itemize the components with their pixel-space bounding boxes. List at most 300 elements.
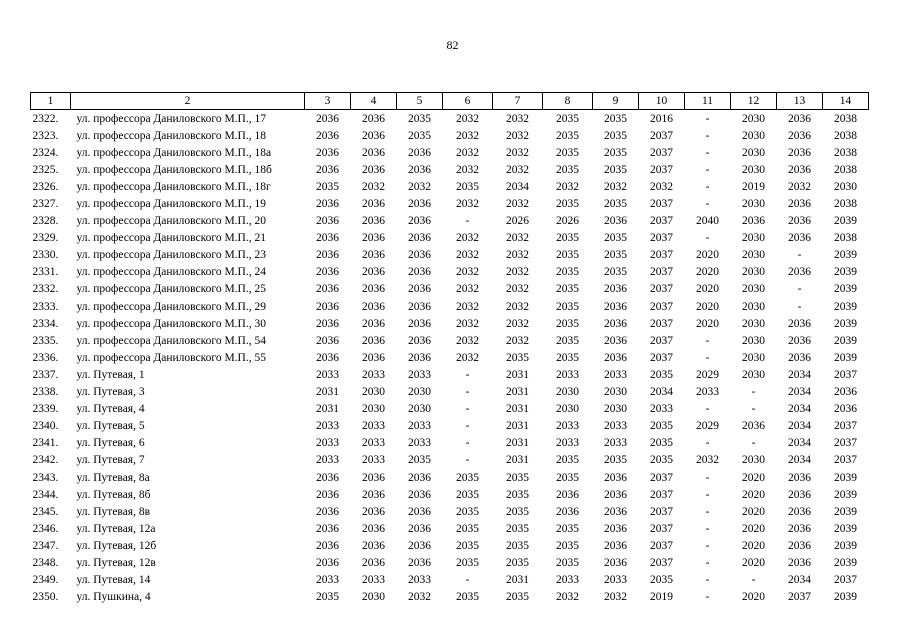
row-number: 2337. [32, 368, 59, 381]
year-cell: 2033 [556, 368, 579, 381]
year-cell: - [705, 574, 710, 587]
year-cell: 2035 [650, 437, 673, 450]
year-cell: 2036 [408, 317, 431, 330]
year-cell: 2026 [556, 215, 579, 228]
year-cell: 2036 [788, 112, 811, 125]
year-cell: 2039 [834, 556, 857, 569]
table-row [31, 520, 869, 537]
year-cell: 2035 [556, 471, 579, 484]
year-cell: 2036 [556, 505, 579, 518]
address-cell: ул. Путевая, 4 [76, 403, 145, 416]
year-cell: 2037 [650, 505, 673, 518]
year-cell: 2035 [408, 129, 431, 142]
year-cell: 2032 [456, 198, 479, 211]
year-cell: 2031 [506, 420, 529, 433]
row-number: 2347. [32, 539, 59, 552]
year-cell: 2033 [604, 437, 627, 450]
year-cell: 2036 [362, 539, 385, 552]
row-number: 2325. [32, 163, 59, 176]
year-cell: 2036 [362, 488, 385, 501]
table-row [31, 144, 869, 161]
year-cell: 2030 [742, 368, 765, 381]
row-number: 2336. [32, 351, 59, 364]
year-cell: - [705, 351, 710, 364]
year-cell: 2035 [556, 112, 579, 125]
year-cell: 2032 [408, 180, 431, 193]
year-cell: 2035 [556, 351, 579, 364]
year-cell: 2032 [788, 180, 811, 193]
year-cell: 2032 [456, 283, 479, 296]
year-cell: 2031 [506, 403, 529, 416]
year-cell: 2032 [556, 591, 579, 604]
year-cell: 2036 [834, 386, 857, 399]
year-cell: 2035 [556, 146, 579, 159]
year-cell: 2037 [650, 300, 673, 313]
year-cell: 2020 [742, 471, 765, 484]
year-cell: 2030 [742, 351, 765, 364]
year-cell: 2035 [556, 522, 579, 535]
year-cell: 2033 [696, 386, 719, 399]
year-cell: 2039 [834, 351, 857, 364]
year-cell: 2036 [604, 317, 627, 330]
table-row [31, 247, 869, 264]
year-cell: 2033 [362, 574, 385, 587]
table-row [31, 384, 869, 401]
year-cell: - [705, 437, 710, 450]
year-cell: 2036 [316, 556, 339, 569]
year-cell: 2033 [316, 454, 339, 467]
header-cell: 3 [305, 93, 351, 110]
year-cell: 2033 [408, 420, 431, 433]
row-number: 2338. [32, 386, 59, 399]
year-cell: 2039 [834, 300, 857, 313]
year-cell: 2030 [408, 403, 431, 416]
year-cell: 2032 [506, 232, 529, 245]
year-cell: 2036 [408, 505, 431, 518]
address-cell: ул. Путевая, 5 [76, 420, 145, 433]
year-cell: 2033 [604, 420, 627, 433]
year-cell: - [797, 300, 802, 313]
year-cell: 2038 [834, 146, 857, 159]
year-cell: 2032 [456, 266, 479, 279]
header-cell: 14 [823, 93, 869, 110]
year-cell: 2036 [316, 471, 339, 484]
row-number: 2322. [32, 112, 59, 125]
table-row [31, 195, 869, 212]
row-number: 2324. [32, 146, 59, 159]
year-cell: 2035 [604, 249, 627, 262]
year-cell: - [705, 488, 710, 501]
year-cell: 2036 [316, 505, 339, 518]
year-cell: 2036 [316, 334, 339, 347]
year-cell: 2035 [650, 420, 673, 433]
year-cell: - [751, 437, 756, 450]
year-cell: - [705, 112, 710, 125]
header-cell: 8 [543, 93, 593, 110]
year-cell: 2030 [742, 146, 765, 159]
year-cell: - [751, 574, 756, 587]
year-cell: 2035 [556, 283, 579, 296]
year-cell: 2035 [604, 198, 627, 211]
year-cell: 2035 [556, 454, 579, 467]
year-cell: 2037 [650, 129, 673, 142]
year-cell: 2032 [506, 163, 529, 176]
year-cell: 2019 [742, 180, 765, 193]
year-cell: 2036 [362, 112, 385, 125]
year-cell: 2033 [408, 368, 431, 381]
row-number: 2330. [32, 249, 59, 262]
table-row [31, 401, 869, 418]
year-cell: 2038 [834, 129, 857, 142]
year-cell: - [705, 198, 710, 211]
table-row [31, 161, 869, 178]
year-cell: 2033 [316, 574, 339, 587]
year-cell: 2030 [408, 386, 431, 399]
year-cell: 2033 [556, 420, 579, 433]
year-cell: - [465, 420, 470, 433]
year-cell: 2033 [408, 574, 431, 587]
year-cell: 2030 [362, 591, 385, 604]
year-cell: 2033 [362, 454, 385, 467]
year-cell: 2036 [604, 283, 627, 296]
year-cell: 2034 [788, 454, 811, 467]
year-cell: 2036 [788, 556, 811, 569]
year-cell: 2032 [696, 454, 719, 467]
address-cell: ул. Путевая, 12в [76, 556, 156, 569]
row-number: 2346. [32, 522, 59, 535]
year-cell: 2036 [408, 351, 431, 364]
year-cell: 2035 [506, 539, 529, 552]
year-cell: 2036 [788, 539, 811, 552]
year-cell: 2035 [456, 471, 479, 484]
year-cell: 2037 [650, 556, 673, 569]
year-cell: 2040 [696, 215, 719, 228]
year-cell: 2030 [742, 283, 765, 296]
row-number: 2323. [32, 129, 59, 142]
row-number: 2339. [32, 403, 59, 416]
row-number: 2348. [32, 556, 59, 569]
year-cell: 2032 [456, 351, 479, 364]
year-cell: 2035 [556, 556, 579, 569]
year-cell: 2036 [316, 215, 339, 228]
year-cell: 2035 [408, 454, 431, 467]
row-number: 2331. [32, 266, 59, 279]
year-cell: 2036 [788, 351, 811, 364]
row-number: 2329. [32, 232, 59, 245]
year-cell: 2034 [506, 180, 529, 193]
year-cell: 2035 [556, 334, 579, 347]
year-cell: 2036 [316, 146, 339, 159]
address-cell: ул. профессора Даниловского М.П., 30 [76, 317, 266, 330]
year-cell: 2030 [742, 317, 765, 330]
address-cell: ул. профессора Даниловского М.П., 18а [76, 146, 272, 159]
year-cell: 2032 [456, 129, 479, 142]
year-cell: 2035 [456, 488, 479, 501]
year-cell: - [465, 403, 470, 416]
year-cell: 2032 [506, 317, 529, 330]
year-cell: 2031 [506, 386, 529, 399]
year-cell: 2035 [506, 591, 529, 604]
year-cell: 2036 [604, 300, 627, 313]
year-cell: 2036 [408, 215, 431, 228]
year-cell: 2037 [650, 488, 673, 501]
year-cell: 2030 [362, 403, 385, 416]
year-cell: 2037 [650, 351, 673, 364]
year-cell: 2034 [650, 386, 673, 399]
year-cell: 2035 [556, 129, 579, 142]
year-cell: 2036 [316, 232, 339, 245]
year-cell: 2037 [650, 283, 673, 296]
year-cell: - [705, 334, 710, 347]
year-cell: 2036 [788, 317, 811, 330]
year-cell: - [705, 522, 710, 535]
table-row [31, 281, 869, 298]
year-cell: 2032 [506, 198, 529, 211]
row-number: 2334. [32, 317, 59, 330]
header-cell: 2 [71, 93, 305, 110]
year-cell: 2036 [788, 146, 811, 159]
year-cell: 2031 [316, 386, 339, 399]
year-cell: 2032 [506, 300, 529, 313]
year-cell: 2035 [506, 471, 529, 484]
year-cell: 2036 [604, 556, 627, 569]
year-cell: 2036 [316, 198, 339, 211]
year-cell: 2036 [788, 471, 811, 484]
year-cell: 2037 [834, 454, 857, 467]
year-cell: 2035 [506, 556, 529, 569]
header-cell: 11 [685, 93, 731, 110]
year-cell: - [465, 368, 470, 381]
year-cell: 2037 [834, 574, 857, 587]
year-cell: 2030 [362, 386, 385, 399]
address-cell: ул. Путевая, 14 [76, 574, 151, 587]
year-cell: 2033 [556, 574, 579, 587]
table-row [31, 298, 869, 315]
year-cell: 2039 [834, 249, 857, 262]
year-cell: 2037 [650, 317, 673, 330]
year-cell: 2032 [362, 180, 385, 193]
year-cell: 2035 [556, 300, 579, 313]
year-cell: 2034 [788, 574, 811, 587]
table-row [31, 452, 869, 469]
year-cell: 2020 [696, 300, 719, 313]
year-cell: - [705, 556, 710, 569]
schedule-table [30, 92, 869, 606]
year-cell: - [465, 454, 470, 467]
year-cell: 2032 [506, 146, 529, 159]
table-row [31, 486, 869, 503]
year-cell: - [705, 232, 710, 245]
row-number: 2345. [32, 505, 59, 518]
table-row [31, 213, 869, 230]
year-cell: 2037 [650, 215, 673, 228]
year-cell: 2032 [456, 232, 479, 245]
year-cell: 2030 [742, 129, 765, 142]
year-cell: 2036 [362, 556, 385, 569]
address-cell: ул. профессора Даниловского М.П., 18 [76, 129, 266, 142]
year-cell: 2039 [834, 317, 857, 330]
year-cell: 2036 [788, 522, 811, 535]
year-cell: 2020 [696, 283, 719, 296]
year-cell: 2037 [650, 539, 673, 552]
header-cell: 9 [593, 93, 639, 110]
year-cell: 2035 [650, 454, 673, 467]
year-cell: 2035 [506, 488, 529, 501]
year-cell: 2036 [362, 266, 385, 279]
year-cell: 2032 [506, 249, 529, 262]
year-cell: 2020 [696, 249, 719, 262]
year-cell: 2035 [408, 112, 431, 125]
year-cell: 2035 [456, 505, 479, 518]
year-cell: 2036 [316, 300, 339, 313]
address-cell: ул. Путевая, 8а [76, 471, 150, 484]
year-cell: - [751, 403, 756, 416]
year-cell: 2036 [316, 163, 339, 176]
year-cell: 2030 [742, 334, 765, 347]
year-cell: 2036 [362, 232, 385, 245]
address-cell: ул. профессора Даниловского М.П., 20 [76, 215, 266, 228]
row-number: 2341. [32, 437, 59, 450]
year-cell: 2036 [604, 215, 627, 228]
year-cell: 2036 [788, 266, 811, 279]
table-row [31, 589, 869, 606]
year-cell: 2036 [316, 266, 339, 279]
year-cell: 2036 [316, 488, 339, 501]
year-cell: 2037 [650, 471, 673, 484]
table-row [31, 230, 869, 247]
address-cell: ул. Путевая, 3 [76, 386, 145, 399]
year-cell: 2035 [506, 505, 529, 518]
year-cell: 2035 [456, 522, 479, 535]
year-cell: - [705, 146, 710, 159]
year-cell: 2030 [556, 386, 579, 399]
year-cell: 2034 [788, 403, 811, 416]
year-cell: 2030 [742, 249, 765, 262]
year-cell: 2034 [788, 386, 811, 399]
year-cell: 2039 [834, 334, 857, 347]
year-cell: 2035 [604, 266, 627, 279]
year-cell: 2016 [650, 112, 673, 125]
year-cell: 2036 [408, 539, 431, 552]
row-number: 2342. [32, 454, 59, 467]
row-number: 2333. [32, 300, 59, 313]
year-cell: 2032 [556, 180, 579, 193]
address-cell: ул. профессора Даниловского М.П., 23 [76, 249, 266, 262]
table-row [31, 469, 869, 486]
year-cell: 2034 [788, 368, 811, 381]
year-cell: - [705, 129, 710, 142]
year-cell: 2037 [650, 198, 673, 211]
table-row [31, 110, 869, 128]
year-cell: 2032 [456, 249, 479, 262]
year-cell: 2035 [506, 351, 529, 364]
year-cell: 2035 [650, 368, 673, 381]
year-cell: 2039 [834, 283, 857, 296]
year-cell: 2020 [696, 266, 719, 279]
year-cell: 2036 [604, 539, 627, 552]
address-cell: ул. профессора Даниловского М.П., 24 [76, 266, 266, 279]
year-cell: 2030 [834, 180, 857, 193]
year-cell: - [465, 574, 470, 587]
year-cell: 2035 [556, 163, 579, 176]
year-cell: 2032 [456, 146, 479, 159]
row-number: 2350. [32, 591, 59, 604]
year-cell: 2037 [834, 437, 857, 450]
year-cell: 2036 [408, 556, 431, 569]
year-cell: 2035 [604, 112, 627, 125]
header-cell: 6 [443, 93, 493, 110]
table-row [31, 554, 869, 571]
year-cell: 2020 [742, 522, 765, 535]
year-cell: 2036 [362, 334, 385, 347]
year-cell: 2036 [604, 334, 627, 347]
year-cell: 2035 [556, 317, 579, 330]
year-cell: - [705, 539, 710, 552]
year-cell: 2030 [742, 232, 765, 245]
year-cell: 2036 [604, 351, 627, 364]
year-cell: 2030 [604, 386, 627, 399]
year-cell: 2036 [408, 163, 431, 176]
year-cell: 2019 [650, 591, 673, 604]
year-cell: 2036 [788, 232, 811, 245]
year-cell: 2033 [604, 368, 627, 381]
year-cell: 2033 [362, 368, 385, 381]
year-cell: 2032 [408, 591, 431, 604]
year-cell: - [797, 283, 802, 296]
year-cell: 2020 [696, 317, 719, 330]
year-cell: 2036 [316, 249, 339, 262]
year-cell: 2035 [556, 232, 579, 245]
table-row [31, 332, 869, 349]
year-cell: - [705, 180, 710, 193]
year-cell: 2036 [408, 488, 431, 501]
year-cell: 2037 [650, 334, 673, 347]
year-cell: 2036 [362, 522, 385, 535]
row-number: 2335. [32, 334, 59, 347]
year-cell: 2035 [456, 539, 479, 552]
header-cell: 10 [639, 93, 685, 110]
year-cell: 2032 [456, 317, 479, 330]
year-cell: 2032 [506, 334, 529, 347]
year-cell: 2037 [834, 368, 857, 381]
year-cell: 2030 [604, 403, 627, 416]
year-cell: 2034 [788, 420, 811, 433]
year-cell: 2035 [456, 556, 479, 569]
year-cell: - [705, 505, 710, 518]
year-cell: 2035 [650, 574, 673, 587]
year-cell: 2033 [604, 574, 627, 587]
address-cell: ул. профессора Даниловского М.П., 17 [76, 112, 266, 125]
year-cell: 2036 [742, 420, 765, 433]
year-cell: 2036 [362, 351, 385, 364]
year-cell: 2032 [650, 180, 673, 193]
year-cell: 2036 [408, 334, 431, 347]
address-cell: ул. Путевая, 1 [76, 368, 145, 381]
year-cell: 2032 [604, 180, 627, 193]
year-cell: 2037 [650, 163, 673, 176]
year-cell: 2036 [316, 522, 339, 535]
year-cell: 2036 [316, 317, 339, 330]
year-cell: 2039 [834, 505, 857, 518]
year-cell: 2031 [506, 574, 529, 587]
year-cell: 2035 [556, 539, 579, 552]
header-cell: 4 [351, 93, 397, 110]
year-cell: 2032 [456, 300, 479, 313]
year-cell: 2036 [362, 129, 385, 142]
year-cell: 2030 [742, 112, 765, 125]
year-cell: 2032 [506, 266, 529, 279]
year-cell: - [751, 386, 756, 399]
